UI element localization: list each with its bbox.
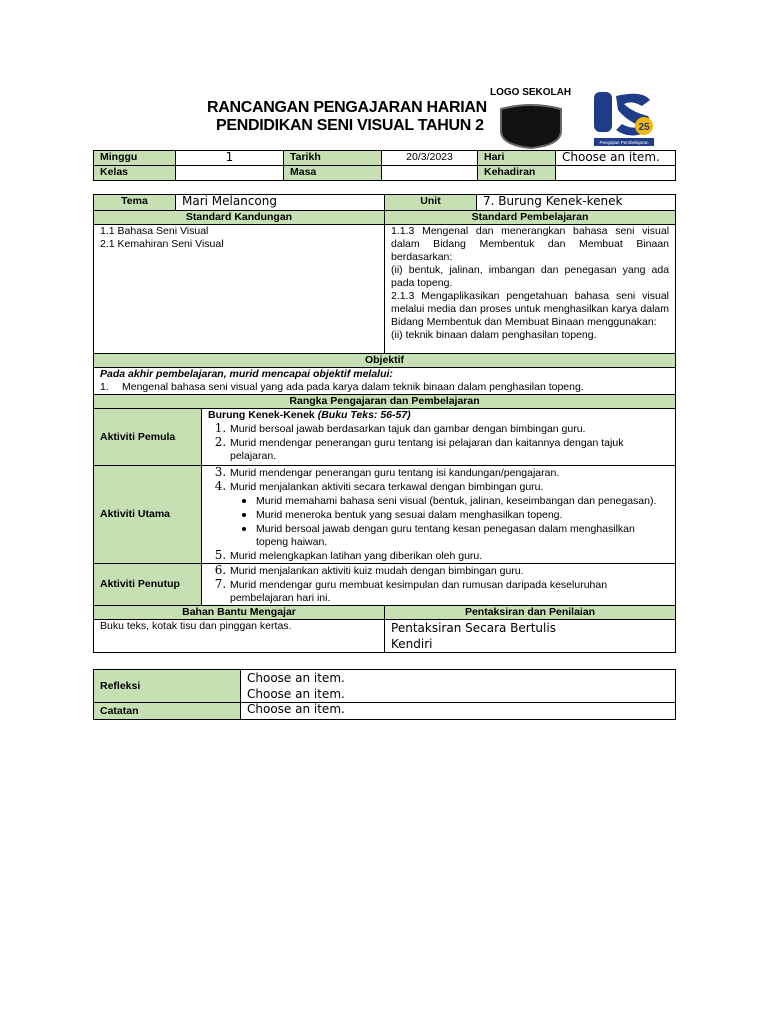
sk-item: 1.1 Bahasa Seni Visual [100,225,209,237]
sub-list-item: • Murid meneroka bentuk yang sesuai dalam menghasilkan topeng. [256,508,669,522]
kelas-label: Kelas [94,166,176,181]
minggu-value[interactable]: 1 [176,151,284,166]
bbm-cell[interactable]: Buku teks, kotak tisu dan pinggan kertas. [94,620,385,653]
hari-label: Hari [478,151,556,166]
refleksi-label: Refleksi [94,670,241,703]
tema-label: Tema [94,195,176,211]
list-item: 7. Murid mendengar guru membuat kesimpulan dan rumusan daripada keseluruhan pembelajaran hari ini. [230,578,669,605]
utama-steps [208,466,669,563]
refleksi-cell [241,670,676,703]
masa-label: Masa [284,166,382,181]
sub-list-item: • Murid bersoal jawab dengan guru tentang kesan penegasan dalam menghasilkan topeng haiwan. [256,522,669,549]
objektif-header: Objektif [94,354,676,368]
objektif-item [100,381,669,394]
refleksi-dropdown[interactable]: Choose an item. [247,687,345,701]
tarikh-label: Tarikh [284,151,382,166]
document-subtitle: PENDIDIKAN SENI VISUAL TAHUN 2 [216,117,484,134]
pentaksiran-line: Pentaksiran Secara Bertulis [391,621,556,635]
aktiviti-pemula-label: Aktiviti Pemula [94,409,202,466]
list-item: 2. Murid mendengar penerangan guru tentang isi pelajaran dan kaitannya dengan tajuk pelajaran. [230,436,669,463]
minggu-label: Minggu [94,151,176,166]
sk-item: 2.1 Kemahiran Seni Visual [100,238,224,250]
objektif-intro: Pada akhir pembelajaran, murid mencapai objektif melalui: [100,368,393,380]
catatan-dropdown[interactable]: Choose an item. [241,703,676,720]
tarikh-value[interactable]: 20/3/2023 [382,151,478,166]
unit-value[interactable]: 7. Burung Kenek-kenek [477,195,676,211]
pemula-steps [208,422,669,463]
pentaksiran-header: Pentaksiran dan Penilaian [385,606,676,620]
pentaksiran-line: Kendiri [391,637,433,651]
kehadiran-label: Kehadiran [478,166,556,181]
standard-kandungan-cell [94,225,385,354]
tema-value[interactable]: Mari Melancong [176,195,385,211]
penutup-steps [208,564,669,605]
sp-text: (ii) teknik binaan dalam penghasilan topeng. [391,329,597,341]
objektif-text: Mengenal bahasa seni visual yang ada pada karya dalam teknik binaan dalam penghasilan topeng. [122,381,584,393]
school-shield-logo [497,103,565,149]
hari-dropdown[interactable]: Choose an item. [556,151,676,166]
list-item: 3. Murid mendengar penerangan guru tentang isi kandungan/pengajaran. [230,466,669,480]
aktiviti-utama-label: Aktiviti Utama [94,466,202,564]
logo-label: LOGO SEKOLAH [490,87,572,98]
list-item: 5. Murid melengkapkan latihan yang diberikan oleh guru. [230,549,669,563]
pentaksiran-cell[interactable] [385,620,676,653]
list-item: 1. Murid bersoal jawab berdasarkan tajuk dan gambar dengan bimbingan guru. [230,422,669,436]
aktiviti-penutup-cell [202,564,676,606]
logo-badge: 25 [638,122,650,133]
aktiviti-utama-cell [202,466,676,564]
logo-caption: Pengajian Pembelajaran [599,140,649,145]
rangka-header: Rangka Pengajaran dan Pembelajaran [94,395,676,409]
standard-pembelajaran-cell [385,225,676,354]
lesson-plan-table [93,194,676,653]
pemula-title: Burung Kenek-Kenek (Buku Teks: 56-57) [208,409,411,421]
sub-list-item: • Murid memahami bahasa seni visual (bentuk, jalinan, keseimbangan dan penegasan). [256,494,669,508]
list-item: 4. Murid menjalankan aktiviti secara terkawal dengan bimbingan guru. • Murid memahami bahasa seni visual (bentuk, jalinan, keseimbangan dan penegasan). • Murid meneroka bentuk yang sesuai dalam menghasilkan topeng. • Murid bersoal jawab dengan guru tentang kesan penegasan dalam menghasilkan topeng haiwan. [230,480,669,549]
utama-sub-list [230,494,669,549]
kehadiran-value[interactable] [556,166,676,181]
refleksi-dropdown[interactable]: Choose an item. [247,671,345,685]
lesson-info-table [93,150,676,181]
ministry-logo [592,86,656,150]
standard-pembelajaran-header: Standard Pembelajaran [385,211,676,225]
objektif-cell [94,368,676,395]
catatan-label: Catatan [94,703,241,720]
list-item: 6. Murid menjalankan aktiviti kuiz mudah dengan bimbingan guru. [230,564,669,578]
aktiviti-pemula-cell [202,409,676,466]
bbm-header: Bahan Bantu Mengajar [94,606,385,620]
standard-kandungan-header: Standard Kandungan [94,211,385,225]
pemula-ref: (Buku Teks: 56-57) [317,409,411,421]
masa-value[interactable] [382,166,478,181]
sp-text: 2.1.3 Mengaplikasikan pengetahuan bahasa seni visual melalui media dan proses untuk menghasilkan karya dalam Bidang Membentuk dan Membuat Binaan menggunakan: [391,290,670,328]
document-title: RANCANGAN PENGAJARAN HARIAN [207,99,487,116]
unit-label: Unit [385,195,477,211]
reflection-table [93,669,676,720]
kelas-value[interactable] [176,166,284,181]
aktiviti-penutup-label: Aktiviti Penutup [94,564,202,606]
objektif-number: 1. [100,381,109,393]
sp-text: 1.1.3 Mengenal dan menerangkan bahasa seni visual dalam Bidang Membentuk dan Membuat Binaan berdasarkan: [391,225,670,263]
sp-text: (ii) bentuk, jalinan, imbangan dan penegasan yang ada pada topeng. [391,264,670,289]
